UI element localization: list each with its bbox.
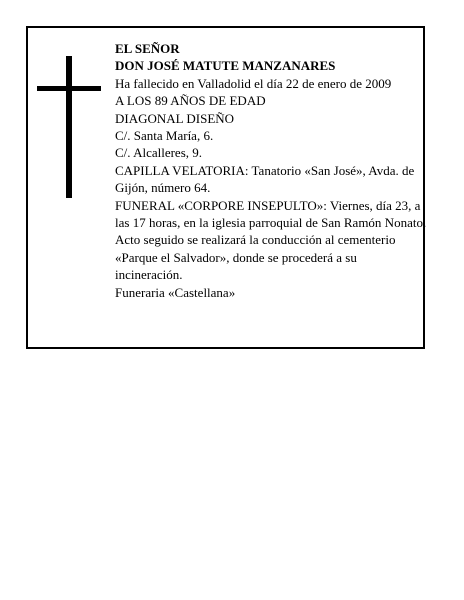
cross-horizontal-bar	[37, 86, 101, 91]
age-statement: A LOS 89 AÑOS DE EDAD	[115, 93, 266, 109]
notice-title: EL SEÑOR	[115, 41, 180, 56]
address-line-1: C/. Santa María, 6.	[115, 128, 214, 144]
obituary-notice	[26, 26, 425, 349]
death-statement: Ha fallecido en Valladolid el día 22 de enero de 2009	[115, 75, 392, 91]
chapel-info: CAPILLA VELATORIA: Tanatorio «San José», Avda. de Gijón, número 64.	[115, 162, 415, 196]
address-line-2: C/. Alcalleres, 9.	[115, 145, 203, 161]
funeral-info: FUNERAL «CORPORE INSEPULTO»: Viernes, día 23, a las 17 horas, en la iglesia parroquial de San Ramón Nonato. Acto seguido se realizará la conducción al cementerio «Parque el Salvador», donde se procederá a su incineración.	[115, 197, 427, 283]
deceased-name: DON JOSÉ MATUTE MANZANARES	[115, 58, 336, 74]
company-name: DIAGONAL DISEÑO	[115, 110, 235, 126]
notice-text	[115, 40, 427, 301]
cross-vertical-bar	[66, 56, 72, 198]
funeral-home: Funeraria «Castellana»	[115, 284, 236, 300]
